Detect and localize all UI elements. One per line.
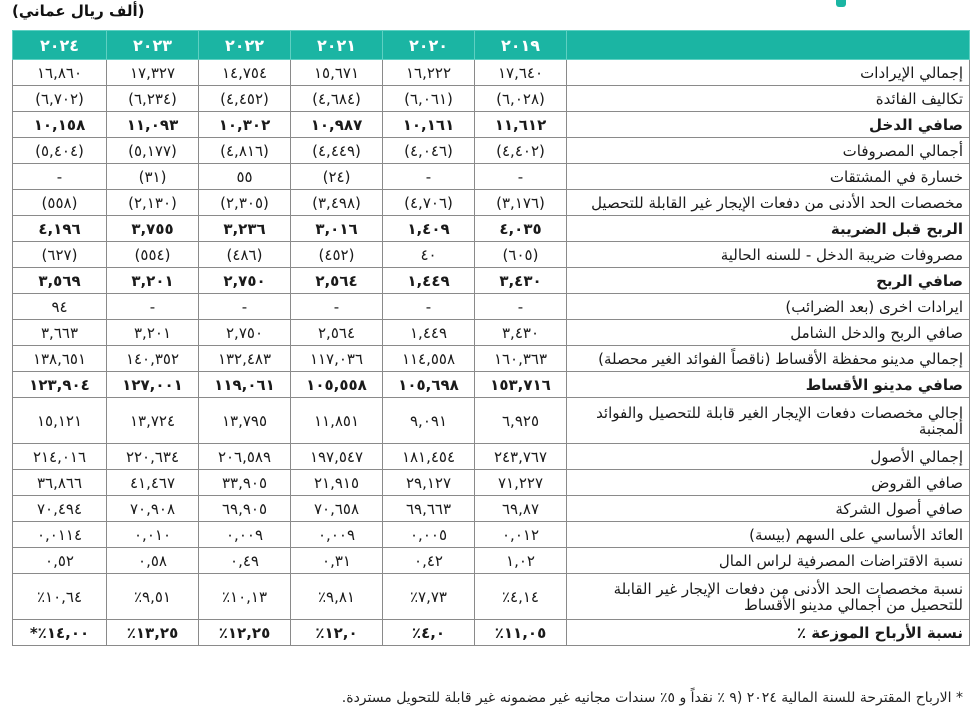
row-label: ايرادات اخرى (بعد الضرائب) bbox=[567, 294, 970, 320]
value-cell: ٦٩,٦٦٣ bbox=[383, 496, 475, 522]
value-cell: ٢٠٦,٥٨٩ bbox=[199, 444, 291, 470]
row-label: تكاليف الفائدة bbox=[567, 86, 970, 112]
value-cell: ١٣٨,٦٥١ bbox=[13, 346, 107, 372]
value-cell: ١,٤٠٩ bbox=[383, 216, 475, 242]
value-cell: ١١٤,٥٥٨ bbox=[383, 346, 475, 372]
value-cell: ٢,٧٥٠ bbox=[199, 320, 291, 346]
value-cell: (٢,١٣٠) bbox=[107, 190, 199, 216]
value-cell: ٢٤٣,٧٦٧ bbox=[475, 444, 567, 470]
value-cell: ١٠,٦٤٪ bbox=[13, 574, 107, 620]
value-cell: (٣,١٧٦) bbox=[475, 190, 567, 216]
value-cell: ٣,٥٦٩ bbox=[13, 268, 107, 294]
table-row bbox=[13, 548, 970, 574]
value-cell: ٣,٦٦٣ bbox=[13, 320, 107, 346]
value-cell: ١٣,٧٢٤ bbox=[107, 398, 199, 444]
table-header-row bbox=[13, 31, 970, 60]
value-cell: ٠,٠٠٩ bbox=[199, 522, 291, 548]
table-row bbox=[13, 190, 970, 216]
value-cell: ٧,٧٣٪ bbox=[383, 574, 475, 620]
table-row bbox=[13, 216, 970, 242]
value-cell: ١٣,٧٩٥ bbox=[199, 398, 291, 444]
value-cell: ٠,٠٠٥ bbox=[383, 522, 475, 548]
value-cell: ١٢,٠٪ bbox=[291, 620, 383, 646]
footnote: * الارباح المقترحة للسنة المالية ٢٠٢٤ (٩ ٪ نقداً و ٥٪ سندات مجانيه غير مضمونه غير قابلة للتحويل مستردة. bbox=[341, 690, 963, 706]
value-cell: (٦,٢٣٤) bbox=[107, 86, 199, 112]
value-cell: - bbox=[383, 164, 475, 190]
row-label: صافي مدينو الأقساط bbox=[567, 372, 970, 398]
value-cell: ١٦,٨٦٠ bbox=[13, 60, 107, 86]
value-cell: (٣,٤٩٨) bbox=[291, 190, 383, 216]
value-cell: ٧٠,٦٥٨ bbox=[291, 496, 383, 522]
row-label: أجمالي المصروفات bbox=[567, 138, 970, 164]
value-cell: ٠,٤٢ bbox=[383, 548, 475, 574]
value-cell: ١٣,٢٥٪ bbox=[107, 620, 199, 646]
value-cell: (٤,٠٤٦) bbox=[383, 138, 475, 164]
value-cell: ١٧,٣٢٧ bbox=[107, 60, 199, 86]
value-cell: - bbox=[199, 294, 291, 320]
value-cell: ٩,٠٩١ bbox=[383, 398, 475, 444]
value-cell: ٤٠ bbox=[383, 242, 475, 268]
table-row bbox=[13, 522, 970, 548]
value-cell: (٤,٤٠٢) bbox=[475, 138, 567, 164]
value-cell: ٣٣,٩٠٥ bbox=[199, 470, 291, 496]
row-label: مخصصات الحد الأدنى من دفعات الإيجار غير القابلة للتحصيل bbox=[567, 190, 970, 216]
value-cell: ١١٩,٠٦١ bbox=[199, 372, 291, 398]
value-cell: ١٠٥,٥٥٨ bbox=[291, 372, 383, 398]
value-cell: - bbox=[13, 164, 107, 190]
value-cell: ٠,٥٨ bbox=[107, 548, 199, 574]
row-label: صافي أصول الشركة bbox=[567, 496, 970, 522]
table-row bbox=[13, 346, 970, 372]
table-row bbox=[13, 398, 970, 444]
row-label: صافي الربح bbox=[567, 268, 970, 294]
value-cell: ٠,٠١١٤ bbox=[13, 522, 107, 548]
table-row bbox=[13, 294, 970, 320]
value-cell: ٣٦,٨٦٦ bbox=[13, 470, 107, 496]
value-cell: ١٢٧,٠٠١ bbox=[107, 372, 199, 398]
value-cell: ١٨١,٤٥٤ bbox=[383, 444, 475, 470]
value-cell: ٤,١٤٪ bbox=[475, 574, 567, 620]
value-cell: ١١,٠٩٣ bbox=[107, 112, 199, 138]
value-cell: ١١٧,٠٣٦ bbox=[291, 346, 383, 372]
value-cell: ٦,٩٢٥ bbox=[475, 398, 567, 444]
value-cell: (٤,٤٤٩) bbox=[291, 138, 383, 164]
value-cell: ١٤,٧٥٤ bbox=[199, 60, 291, 86]
row-label: صافي القروض bbox=[567, 470, 970, 496]
financial-summary-table bbox=[12, 30, 970, 646]
row-label: صافي الدخل bbox=[567, 112, 970, 138]
value-cell: ٠,٣١ bbox=[291, 548, 383, 574]
value-cell: (٥,٤٠٤) bbox=[13, 138, 107, 164]
table-row bbox=[13, 268, 970, 294]
table-row bbox=[13, 620, 970, 646]
value-cell: ٧٠,٩٠٨ bbox=[107, 496, 199, 522]
value-cell: ١١,٨٥١ bbox=[291, 398, 383, 444]
value-cell: (٤,٧٠٦) bbox=[383, 190, 475, 216]
table-row bbox=[13, 444, 970, 470]
value-cell: ١,٤٤٩ bbox=[383, 268, 475, 294]
value-cell: ٢٢٠,٦٣٤ bbox=[107, 444, 199, 470]
value-cell: ٢١٤,٠١٦ bbox=[13, 444, 107, 470]
value-cell: (٤,٦٨٤) bbox=[291, 86, 383, 112]
value-cell: (٥٥٤) bbox=[107, 242, 199, 268]
value-cell: (٦,٧٠٢) bbox=[13, 86, 107, 112]
header-blank-cell bbox=[567, 31, 970, 60]
row-label: إجمالي مدينو محفظة الأقساط (ناقصاً الفوائد الغير محصلة) bbox=[567, 346, 970, 372]
row-label: إجمالي الإيرادات bbox=[567, 60, 970, 86]
value-cell: ٣,٢٠١ bbox=[107, 320, 199, 346]
row-label: نسبة مخصصات الحد الأدنى من دفعات الإيجار غير القابلة للتحصيل من أجمالي مدينو الأقساط bbox=[567, 574, 970, 620]
value-cell: ١١,٦١٢ bbox=[475, 112, 567, 138]
value-cell: ٩,٨١٪ bbox=[291, 574, 383, 620]
table-body bbox=[13, 60, 970, 646]
value-cell: ٠,٠١٠ bbox=[107, 522, 199, 548]
table-row bbox=[13, 112, 970, 138]
value-cell: ١,٤٤٩ bbox=[383, 320, 475, 346]
value-cell: ١٠,٣٠٢ bbox=[199, 112, 291, 138]
value-cell: (٦,٠٦١) bbox=[383, 86, 475, 112]
value-cell: ٣,٢٣٦ bbox=[199, 216, 291, 242]
table-row bbox=[13, 138, 970, 164]
value-cell: ٦٩,٩٠٥ bbox=[199, 496, 291, 522]
table-row bbox=[13, 372, 970, 398]
table-row bbox=[13, 242, 970, 268]
value-cell: (٥٥٨) bbox=[13, 190, 107, 216]
year-header: ٢٠٢٠ bbox=[383, 31, 475, 60]
table-row bbox=[13, 60, 970, 86]
value-cell: (٢,٣٠٥) bbox=[199, 190, 291, 216]
value-cell: ٢,٥٦٤ bbox=[291, 320, 383, 346]
value-cell: - bbox=[475, 164, 567, 190]
row-label: إجالي مخصصات دفعات الإيجار الغير قابلة للتحصيل والفوائد المجنبة bbox=[567, 398, 970, 444]
value-cell: - bbox=[107, 294, 199, 320]
value-cell: ١٠,٩٨٧ bbox=[291, 112, 383, 138]
value-cell: ١١,٠٥٪ bbox=[475, 620, 567, 646]
value-cell: (٤٥٢) bbox=[291, 242, 383, 268]
value-cell: ١٠,١٣٪ bbox=[199, 574, 291, 620]
value-cell: (٤,٨١٦) bbox=[199, 138, 291, 164]
value-cell: ١٥٣,٧١٦ bbox=[475, 372, 567, 398]
row-label: مصروفات ضريبة الدخل - للسنه الحالية bbox=[567, 242, 970, 268]
year-header: ٢٠٢٣ bbox=[107, 31, 199, 60]
value-cell: ١٠,١٥٨ bbox=[13, 112, 107, 138]
value-cell: ٤,٠٪ bbox=[383, 620, 475, 646]
year-header: ٢٠١٩ bbox=[475, 31, 567, 60]
value-cell: ١٣٢,٤٨٣ bbox=[199, 346, 291, 372]
unit-label: (ألف ريال عماني) bbox=[12, 2, 145, 20]
row-label: العائد الأساسي على السهم (بيسة) bbox=[567, 522, 970, 548]
table-row bbox=[13, 574, 970, 620]
value-cell: ٩٤ bbox=[13, 294, 107, 320]
value-cell: ٢١,٩١٥ bbox=[291, 470, 383, 496]
value-cell: ٢,٥٦٤ bbox=[291, 268, 383, 294]
value-cell: ٣,٢٠١ bbox=[107, 268, 199, 294]
row-label: إجمالي الأصول bbox=[567, 444, 970, 470]
value-cell: ٠,٠٠٩ bbox=[291, 522, 383, 548]
value-cell: (٤٨٦) bbox=[199, 242, 291, 268]
table-row bbox=[13, 470, 970, 496]
value-cell: ١٩٧,٥٤٧ bbox=[291, 444, 383, 470]
value-cell: (٥,١٧٧) bbox=[107, 138, 199, 164]
value-cell: ٣,٤٣٠ bbox=[475, 320, 567, 346]
value-cell: ١٤,٠٠٪* bbox=[13, 620, 107, 646]
value-cell: ٠,٥٢ bbox=[13, 548, 107, 574]
row-label: نسبة الأرباح الموزعة ٪ bbox=[567, 620, 970, 646]
value-cell: (٦٠٥) bbox=[475, 242, 567, 268]
value-cell: ١,٠٢ bbox=[475, 548, 567, 574]
value-cell: (٦,٠٢٨) bbox=[475, 86, 567, 112]
value-cell: ٣,٠١٦ bbox=[291, 216, 383, 242]
value-cell: ٢,٧٥٠ bbox=[199, 268, 291, 294]
value-cell: ١٢٣,٩٠٤ bbox=[13, 372, 107, 398]
value-cell: ١٥,٦٧١ bbox=[291, 60, 383, 86]
value-cell: ٤١,٤٦٧ bbox=[107, 470, 199, 496]
value-cell: ٣,٧٥٥ bbox=[107, 216, 199, 242]
value-cell: ١٦,٢٢٢ bbox=[383, 60, 475, 86]
value-cell: - bbox=[475, 294, 567, 320]
table-row bbox=[13, 164, 970, 190]
header-accent-mark bbox=[836, 0, 846, 7]
value-cell: ١٠٥,٦٩٨ bbox=[383, 372, 475, 398]
year-header: ٢٠٢٤ bbox=[13, 31, 107, 60]
row-label: الربح قبل الضريبة bbox=[567, 216, 970, 242]
row-label: نسبة الاقتراضات المصرفية لراس المال bbox=[567, 548, 970, 574]
value-cell: ١٧,٦٤٠ bbox=[475, 60, 567, 86]
value-cell: (٦٢٧) bbox=[13, 242, 107, 268]
value-cell: ٣,٤٣٠ bbox=[475, 268, 567, 294]
value-cell: ٥٥ bbox=[199, 164, 291, 190]
value-cell: ١٥,١٢١ bbox=[13, 398, 107, 444]
value-cell: ٦٩,٨٧ bbox=[475, 496, 567, 522]
value-cell: (٣١) bbox=[107, 164, 199, 190]
value-cell: (٤,٤٥٢) bbox=[199, 86, 291, 112]
value-cell: ٤,١٩٦ bbox=[13, 216, 107, 242]
value-cell: ٩,٥١٪ bbox=[107, 574, 199, 620]
value-cell: ١٢,٢٥٪ bbox=[199, 620, 291, 646]
value-cell: - bbox=[383, 294, 475, 320]
row-label: صافي الربح والدخل الشامل bbox=[567, 320, 970, 346]
table-row bbox=[13, 320, 970, 346]
table-row bbox=[13, 86, 970, 112]
table-row bbox=[13, 496, 970, 522]
value-cell: ٠,٠١٢ bbox=[475, 522, 567, 548]
value-cell: ٤,٠٣٥ bbox=[475, 216, 567, 242]
value-cell: ٧١,٢٢٧ bbox=[475, 470, 567, 496]
value-cell: ١٤٠,٣٥٢ bbox=[107, 346, 199, 372]
value-cell: (٢٤) bbox=[291, 164, 383, 190]
value-cell: - bbox=[291, 294, 383, 320]
row-label: خسارة في المشتقات bbox=[567, 164, 970, 190]
value-cell: ١٠,١٦١ bbox=[383, 112, 475, 138]
value-cell: ٠,٤٩ bbox=[199, 548, 291, 574]
year-header: ٢٠٢١ bbox=[291, 31, 383, 60]
value-cell: ٢٩,١٢٧ bbox=[383, 470, 475, 496]
value-cell: ١٦٠,٣٦٣ bbox=[475, 346, 567, 372]
value-cell: ٧٠,٤٩٤ bbox=[13, 496, 107, 522]
year-header: ٢٠٢٢ bbox=[199, 31, 291, 60]
